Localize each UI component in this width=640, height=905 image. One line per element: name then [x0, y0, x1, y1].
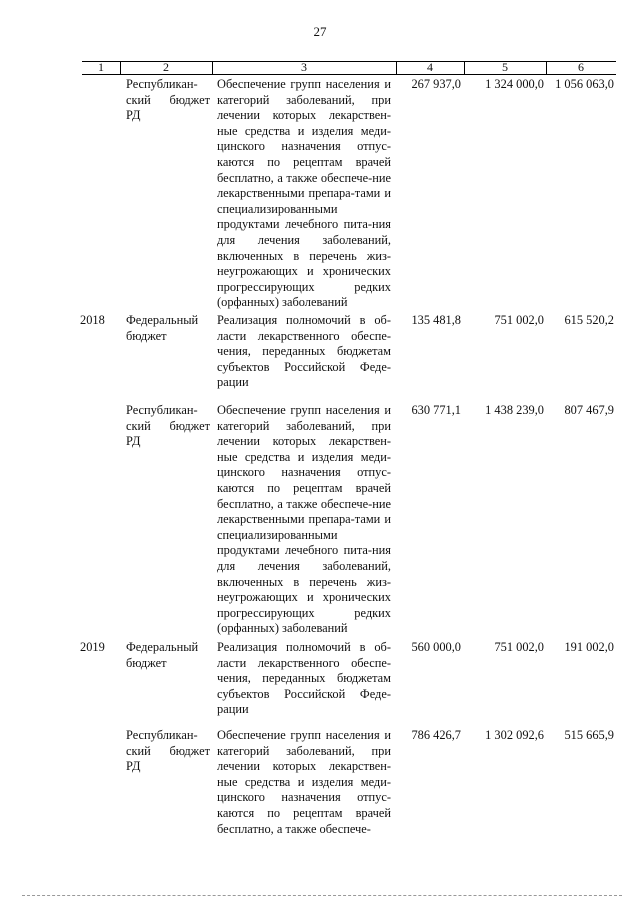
- description-cell: Реализация полномочий в об-ласти лекарственного обеспе-чения, переданных бюджетам субъектов Российской Феде-рации: [217, 640, 391, 717]
- page-bottom-edge: [22, 895, 622, 896]
- year-cell: 2019: [80, 640, 105, 654]
- page-number: 27: [313, 24, 327, 39]
- header-bottom-rule: [82, 74, 616, 75]
- description-cell: Реализация полномочий в об-ласти лекарственного обеспе-чения, переданных бюджетам субъектов Российской Феде-рации: [217, 313, 391, 390]
- header-cell: 5: [502, 60, 508, 74]
- header-cell: 1: [98, 60, 104, 74]
- header-cell: 3: [301, 60, 307, 74]
- budget-source-cell: Федеральный бюджет: [126, 640, 199, 670]
- year-cell: 2018: [80, 313, 105, 327]
- description-cell: Обеспечение групп населения и категорий заболеваний, при лечении которых лекарствен-ные средства и изделия меди-цинского назначения отпус-каются по рецептам врачей бесплатно, а также обеспече-: [217, 728, 391, 836]
- description-cell: Обеспечение групп населения и категорий заболеваний, при лечении которых лекарствен-ные средства и изделия меди-цинского назначения отпус-каются по рецептам врачей бесплатно, а также обеспече-ние лекарственными препара-тами и специализированными продуктами лечебного пита-ния для лечения заболеваний, включенных в перечень жиз-неугрожающих и хронических прогрессирующих редких (орфанных) заболеваний: [217, 403, 391, 636]
- amount-col4-cell: 135 481,8: [411, 313, 461, 327]
- budget-source-cell: Федеральный бюджет: [126, 313, 199, 343]
- budget-source-cell: Республикан-ский бюджет РД: [126, 77, 210, 123]
- amount-col5-cell: 751 002,0: [494, 640, 544, 654]
- amount-col6-cell: 515 665,9: [564, 728, 614, 742]
- amount-col4-cell: 267 937,0: [411, 77, 461, 91]
- budget-source-cell: Республикан-ский бюджет РД: [126, 403, 210, 449]
- amount-col6-cell: 191 002,0: [564, 640, 614, 654]
- amount-col5-cell: 751 002,0: [494, 313, 544, 327]
- header-cell: 4: [427, 60, 433, 74]
- amount-col6-cell: 807 467,9: [564, 403, 614, 417]
- amount-col4-cell: 630 771,1: [411, 403, 461, 417]
- amount-col4-cell: 560 000,0: [411, 640, 461, 654]
- amount-col6-cell: 1 056 063,0: [555, 77, 614, 91]
- amount-col5-cell: 1 302 092,6: [485, 728, 544, 742]
- amount-col6-cell: 615 520,2: [564, 313, 614, 327]
- amount-col5-cell: 1 438 239,0: [485, 403, 544, 417]
- header-cell: 2: [163, 60, 169, 74]
- amount-col5-cell: 1 324 000,0: [485, 77, 544, 91]
- amount-col4-cell: 786 426,7: [411, 728, 461, 742]
- header-cell: 6: [578, 60, 584, 74]
- description-cell: Обеспечение групп населения и категорий заболеваний, при лечении которых лекарствен-ные средства и изделия меди-цинского назначения отпус-каются по рецептам врачей бесплатно, а также обеспече-ние лекарственными препара-тами и специализированными продуктами лечебного пита-ния для лечения заболеваний, включенных в перечень жиз-неугрожающих и хронических прогрессирующих редких (орфанных) заболеваний: [217, 77, 391, 310]
- budget-source-cell: Республикан-ский бюджет РД: [126, 728, 210, 774]
